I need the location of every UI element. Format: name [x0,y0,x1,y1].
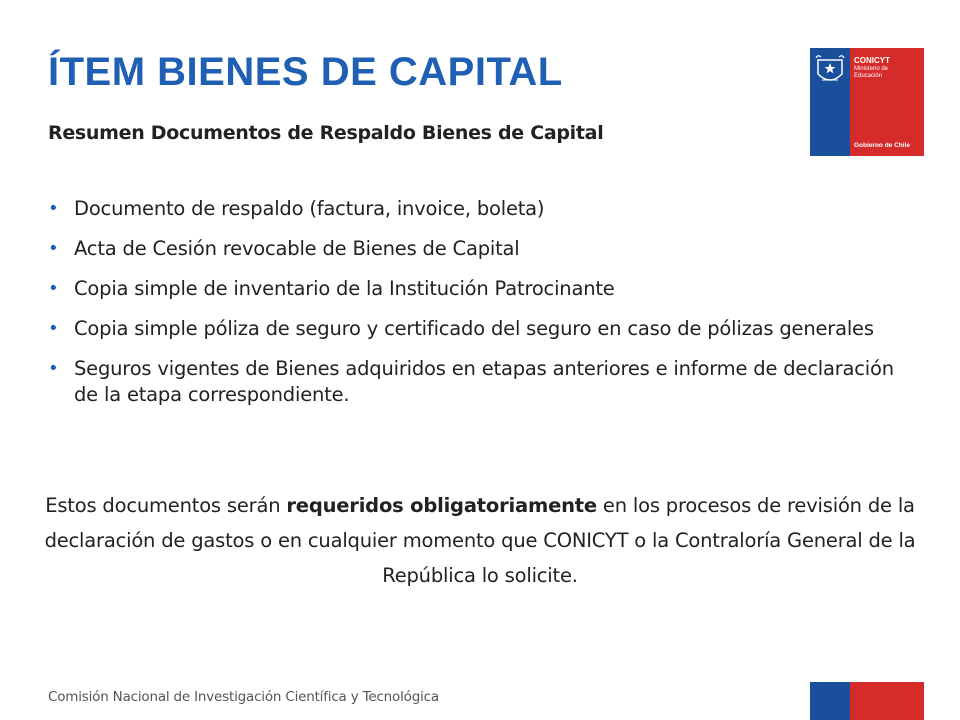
bullet-icon: • [48,198,59,219]
list-item [48,196,908,222]
logo-ministry-line2: Educación [854,73,883,79]
logo-name: CONICYT [854,56,890,65]
slide-subtitle: Resumen Documentos de Respaldo Bienes de Capital [48,122,604,144]
bullet-icon: • [48,318,59,339]
footer-flag-blue [810,682,850,720]
conicyt-logo [810,48,924,156]
footer-organization: Comisión Nacional de Investigación Científica y Tecnológica [48,689,439,705]
bullet-icon: • [48,238,59,259]
list-item [48,236,908,262]
list-item-text: Acta de Cesión revocable de Bienes de Capital [74,237,520,260]
logo-ministry-line1: Ministerio de [854,66,889,72]
logo-blue-band [810,48,850,156]
logo-government: Gobierno de Chile [854,142,910,149]
list-item-text: Seguros vigentes de Bienes adquiridos en etapas anteriores e informe de declaración de la etapa correspondiente. [74,357,894,406]
summary-paragraph [20,488,940,593]
list-item [48,356,908,408]
list-item [48,316,908,342]
paragraph-emphasis: requeridos obligatoriamente [286,494,597,517]
footer-flag-red [850,682,924,720]
list-item-text: Documento de respaldo (factura, invoice, boleta) [74,197,545,220]
requirements-list [48,196,908,422]
list-item-text: Copia simple póliza de seguro y certificado del seguro en caso de pólizas generales [74,317,874,340]
slide-title: ÍTEM BIENES DE CAPITAL [48,50,563,94]
footer-flag [810,682,924,720]
bullet-icon: • [48,278,59,299]
list-item-text: Copia simple de inventario de la Institución Patrocinante [74,277,615,300]
paragraph-text-before: Estos documentos serán [45,494,287,517]
logo-ministry [854,66,888,80]
bullet-icon: • [48,358,59,379]
paragraph-text-after: en los procesos de revisión de la declaración de gastos o en cualquier momento que CONICYT o la Contraloría General de la República lo solicite. [44,494,916,587]
list-item [48,276,908,302]
chile-coat-of-arms-icon [814,54,846,90]
